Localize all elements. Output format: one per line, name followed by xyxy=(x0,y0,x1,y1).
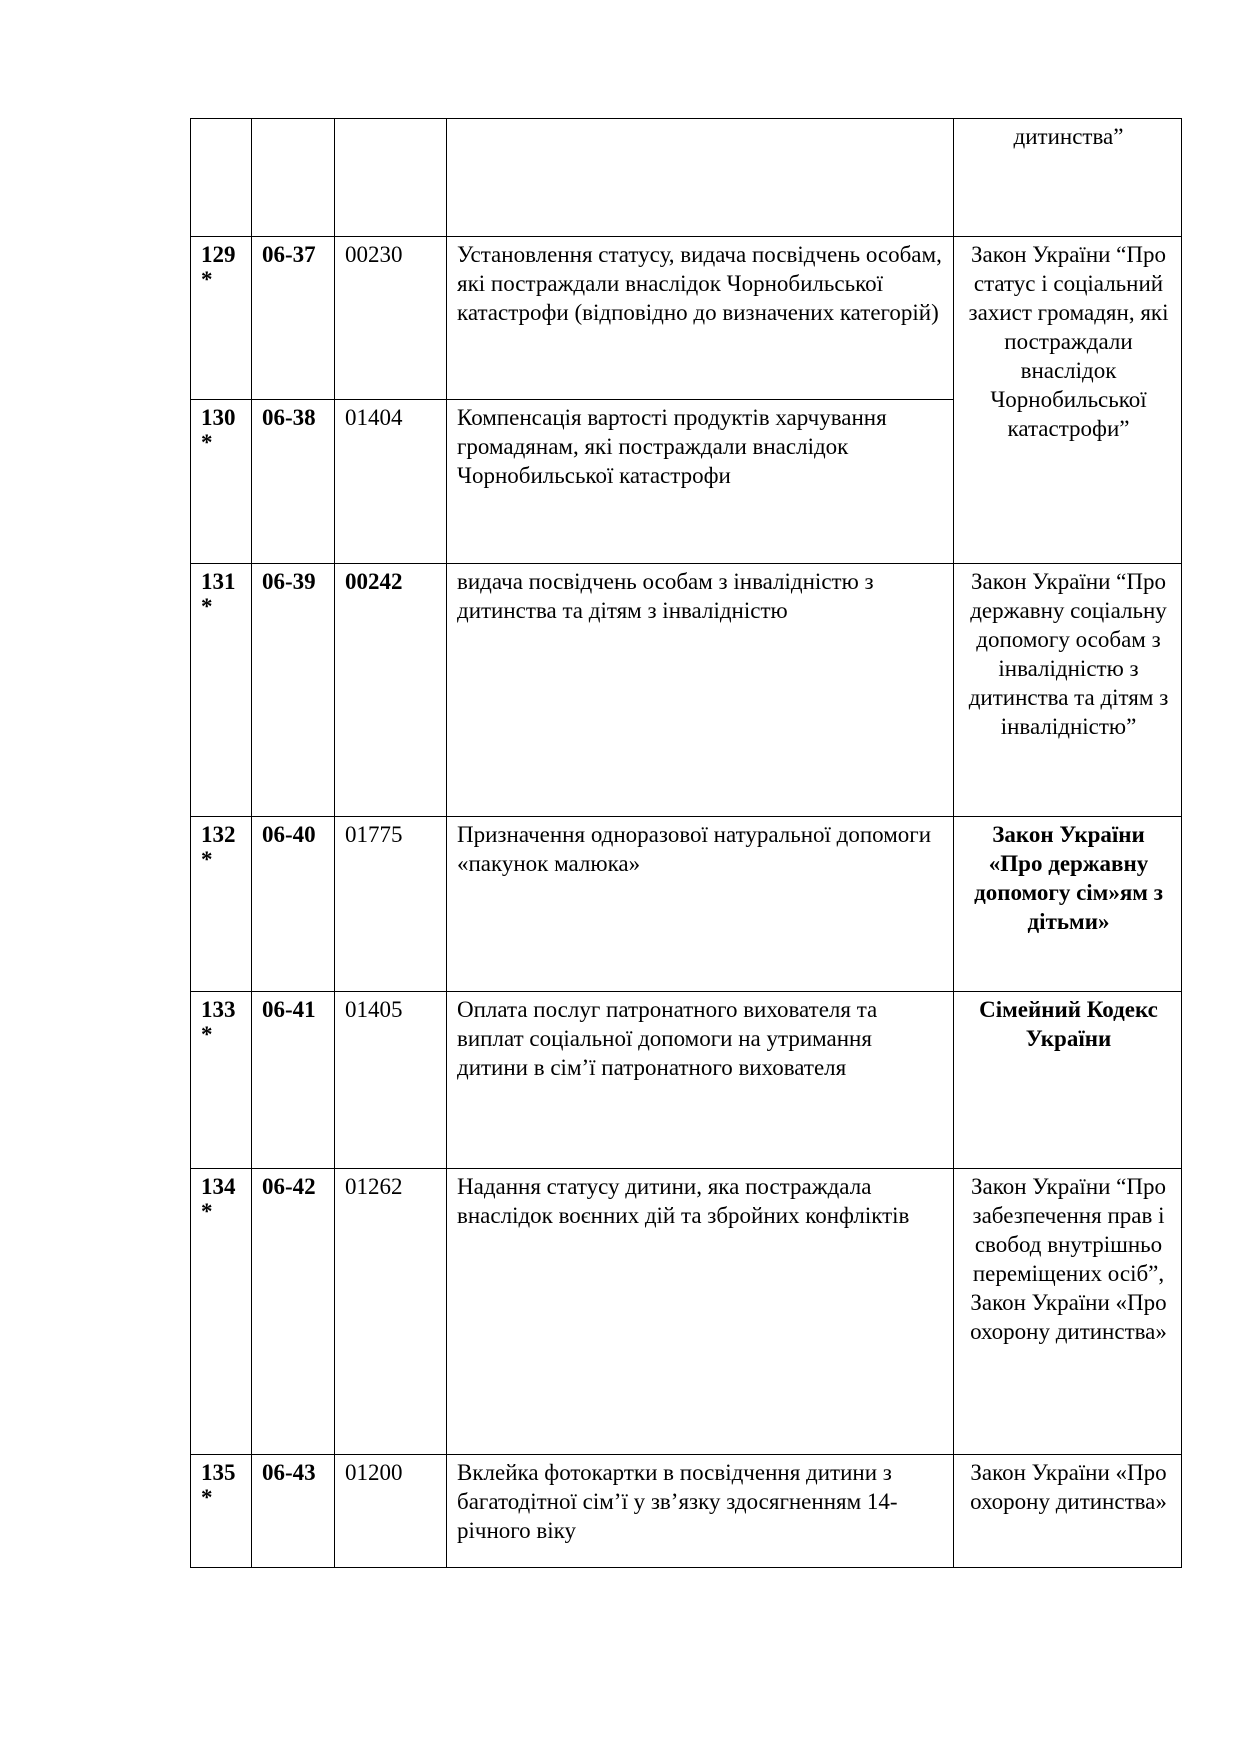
row-star: * xyxy=(201,267,213,292)
table-row xyxy=(191,1455,1182,1568)
row-id: 01262 xyxy=(335,1169,447,1455)
row-law: Закон України “Про державну соціальну допомогу особам з інвалідністю з дитинства та дітям з інвалідністю” xyxy=(954,564,1182,817)
row-code-cell xyxy=(252,119,335,237)
row-description: Компенсація вартості продуктів харчування громадянам, які постраждали внаслідок Чорнобильської катастрофи xyxy=(447,400,954,564)
table-row xyxy=(191,817,1182,992)
row-star: * xyxy=(201,1485,213,1510)
row-law-cell: дитинства” xyxy=(954,119,1182,237)
row-number-cell xyxy=(191,119,252,237)
row-code: 06-40 xyxy=(252,817,335,992)
row-description: Призначення одноразової натуральної допомоги «пакунок малюка» xyxy=(447,817,954,992)
row-id-cell xyxy=(335,119,447,237)
row-number: 135 xyxy=(201,1460,236,1485)
row-description: Оплата послуг патронатного вихователя та виплат соціальної допомоги на утримання дитини в сім’ї патронатного вихователя xyxy=(447,992,954,1169)
row-number-cell xyxy=(191,237,252,400)
row-number-cell xyxy=(191,1169,252,1455)
row-law: Закон України “Про статус і соціальний захист громадян, які постраждали внаслідок Чорнобильської катастрофи” xyxy=(954,237,1182,564)
services-table xyxy=(190,118,1182,1568)
row-law: Закон України “Про забезпечення прав і свобод внутрішньо переміщених осіб”, Закон України «Про охорону дитинства» xyxy=(954,1169,1182,1455)
row-code: 06-43 xyxy=(252,1455,335,1568)
row-code: 06-37 xyxy=(252,237,335,400)
row-law: Сімейний Кодекс України xyxy=(954,992,1182,1169)
row-number: 129 xyxy=(201,242,236,267)
row-description-cell xyxy=(447,119,954,237)
row-number: 131 xyxy=(201,569,236,594)
row-number: 133 xyxy=(201,997,236,1022)
row-star: * xyxy=(201,594,213,619)
row-number: 130 xyxy=(201,405,236,430)
row-star: * xyxy=(201,1022,213,1047)
row-code: 06-42 xyxy=(252,1169,335,1455)
row-law: Закон України «Про державну допомогу сім»ям з дітьми» xyxy=(954,817,1182,992)
row-number: 134 xyxy=(201,1174,236,1199)
row-description: Вклейка фотокартки в посвідчення дитини з багатодітної сім’ї у зв’язку здосягненням 14-річного віку xyxy=(447,1455,954,1568)
table-row xyxy=(191,237,1182,400)
row-number: 132 xyxy=(201,822,236,847)
table-row xyxy=(191,992,1182,1169)
row-id: 01200 xyxy=(335,1455,447,1568)
row-star: * xyxy=(201,1199,213,1224)
row-code: 06-41 xyxy=(252,992,335,1169)
row-description: Надання статусу дитини, яка постраждала внаслідок воєнних дій та збройних конфліктів xyxy=(447,1169,954,1455)
row-code: 06-38 xyxy=(252,400,335,564)
row-law: Закон України «Про охорону дитинства» xyxy=(954,1455,1182,1568)
row-star: * xyxy=(201,847,213,872)
row-star: * xyxy=(201,430,213,455)
table-row xyxy=(191,1169,1182,1455)
row-number-cell xyxy=(191,564,252,817)
row-number-cell xyxy=(191,817,252,992)
row-description: Установлення статусу, видача посвідчень особам, які постраждали внаслідок Чорнобильської катастрофи (відповідно до визначених категорій) xyxy=(447,237,954,400)
table-row xyxy=(191,564,1182,817)
row-id: 00242 xyxy=(335,564,447,817)
table-row-continuation xyxy=(191,119,1182,237)
row-number-cell xyxy=(191,400,252,564)
row-number-cell xyxy=(191,992,252,1169)
row-id: 01404 xyxy=(335,400,447,564)
row-id: 01775 xyxy=(335,817,447,992)
row-code: 06-39 xyxy=(252,564,335,817)
row-description: видача посвідчень особам з інвалідністю з дитинства та дітям з інвалідністю xyxy=(447,564,954,817)
row-id: 01405 xyxy=(335,992,447,1169)
row-number-cell xyxy=(191,1455,252,1568)
row-id: 00230 xyxy=(335,237,447,400)
